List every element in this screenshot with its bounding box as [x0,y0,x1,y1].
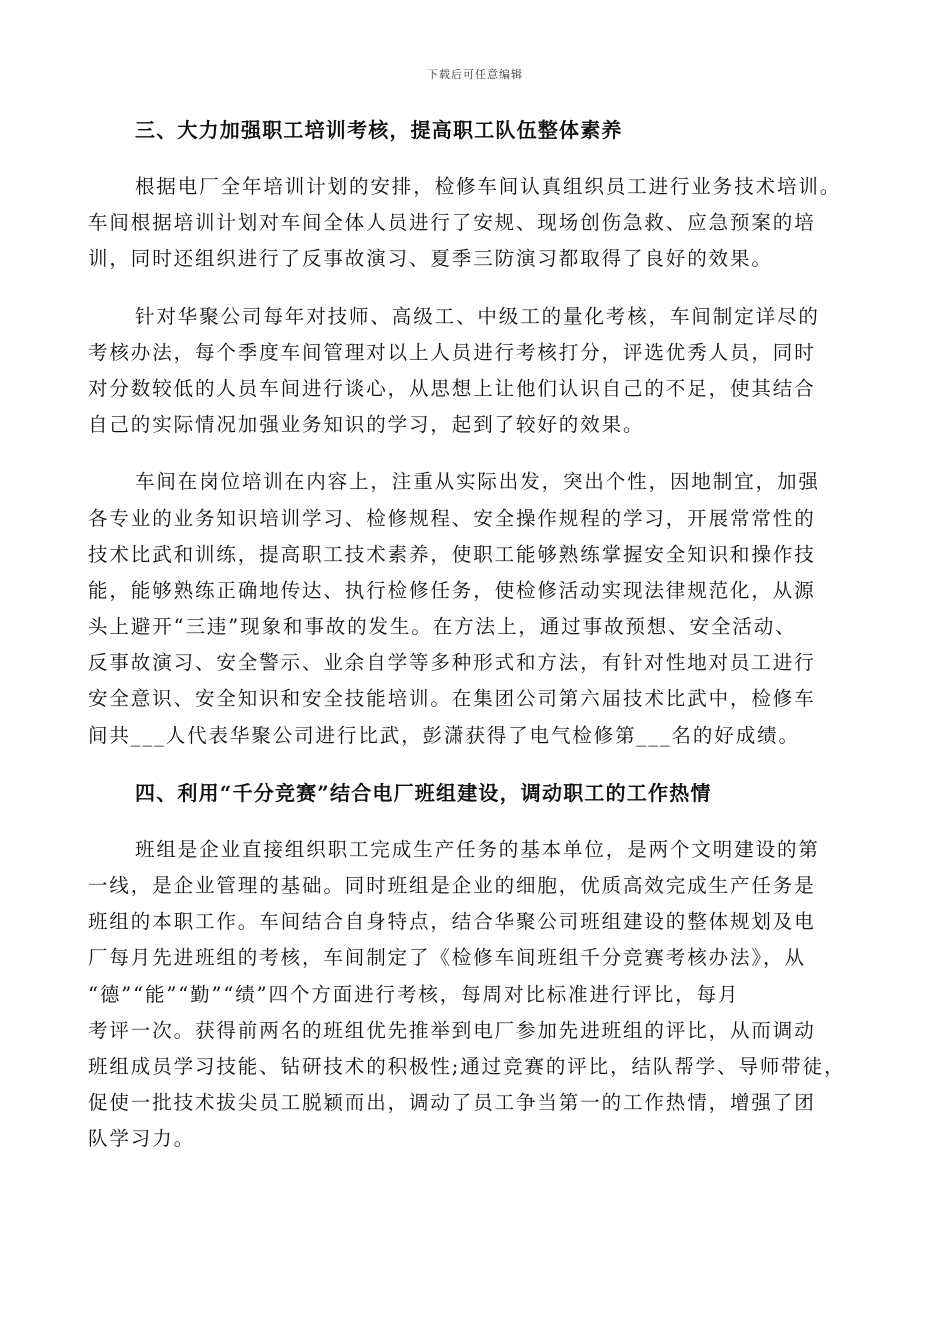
paragraph-line: 考评一次。获得前两名的班组优先推举到电厂参加先进班组的评比，从而调动 [88,1018,816,1042]
paragraph-line: 对分数较低的人员车间进行谈心，从思想上让他们认识自己的不足，使其结合 [88,376,816,400]
paragraph-line: 能，能够熟练正确地传达、执行检修任务，使检修活动实现法律规范化，从源 [88,578,816,602]
document-body [88,112,866,1158]
paragraph-line: 车间根据培训计划对车间全体人员进行了安规、现场创伤急救、应急预案的培 [88,211,816,235]
header-note: 下载后可任意编辑 [427,68,523,81]
paragraph-line: 间共___人代表华聚公司进行比武，彭潇获得了电气检修第___名的好成绩。 [88,723,800,747]
paragraph-line: 厂每月先进班组的考核，车间制定了《检修车间班组千分竞赛考核办法》，从 [88,946,806,970]
section-3-paragraph-1 [88,169,866,278]
paragraph-line: 班组成员学习技能、钻研技术的积极性;通过竞赛的评比，结队帮学、导师带徒， [88,1054,846,1078]
paragraph-line: 自己的实际情况加强业务知识的学习，起到了较好的效果。 [88,413,645,437]
paragraph-line: 一线，是企业管理的基础。同时班组是企业的细胞，优质高效完成生产任务是 [88,874,816,897]
paragraph-line: 考核办法，每个季度车间管理对以上人员进行考核打分，评选优秀人员，同时 [88,340,816,364]
paragraph-line: 根据电厂全年培训计划的安排，检修车间认真组织员工进行业务技术培训。 [135,175,842,198]
section-4-paragraph-1 [88,832,866,1158]
paragraph-line: 班组是企业直接组织职工完成生产任务的基本单位，是两个文明建设的第 [135,837,820,861]
section-3-heading: 三、大力加强职工培训考核，提高职工队伍整体素养 [135,118,623,142]
paragraph-line: 训，同时还组织进行了反事故演习、夏季三防演习都取得了良好的效果。 [88,247,773,271]
paragraph-line: 头上避开“三违”现象和事故的发生。在方法上，通过事故预想、安全活动、 [88,615,797,639]
section-3-paragraph-3 [88,464,866,754]
paragraph-line: 班组的本职工作。车间结合自身特点，结合华聚公司班组建设的整体规划及电 [88,910,816,934]
paragraph-line: 车间在岗位培训在内容上，注重从实际出发，突出个性，因地制宜，加强 [135,470,820,494]
paragraph-line: 安全意识、安全知识和安全技能培训。在集团公司第六届技术比武中，检修车 [88,687,816,711]
paragraph-line: “德”“能”“勤”“绩”四个方面进行考核，每周对比标准进行评比，每月 [88,982,740,1006]
paragraph-line: 各专业的业务知识培训学习、检修规程、安全操作规程的学习，开展常常性的 [88,506,816,530]
section-4-heading: 四、利用“千分竞赛”结合电厂班组建设，调动职工的工作热情 [135,780,712,805]
paragraph-line: 反事故演习、安全警示、业余自学等多种形式和方法，有针对性地对员工进行 [88,651,816,675]
paragraph-line: 技术比武和训练，提高职工技术素养，使职工能够熟练掌握安全知识和操作技 [88,542,816,566]
paragraph-line: 针对华聚公司每年对技师、高级工、中级工的量化考核，车间制定详尽的 [135,304,820,328]
paragraph-line: 促使一批技术拔尖员工脱颖而出，调动了员工争当第一的工作热情，增强了团 [88,1091,816,1115]
section-3-paragraph-2 [88,299,866,444]
paragraph-line: 队学习力。 [88,1127,196,1151]
